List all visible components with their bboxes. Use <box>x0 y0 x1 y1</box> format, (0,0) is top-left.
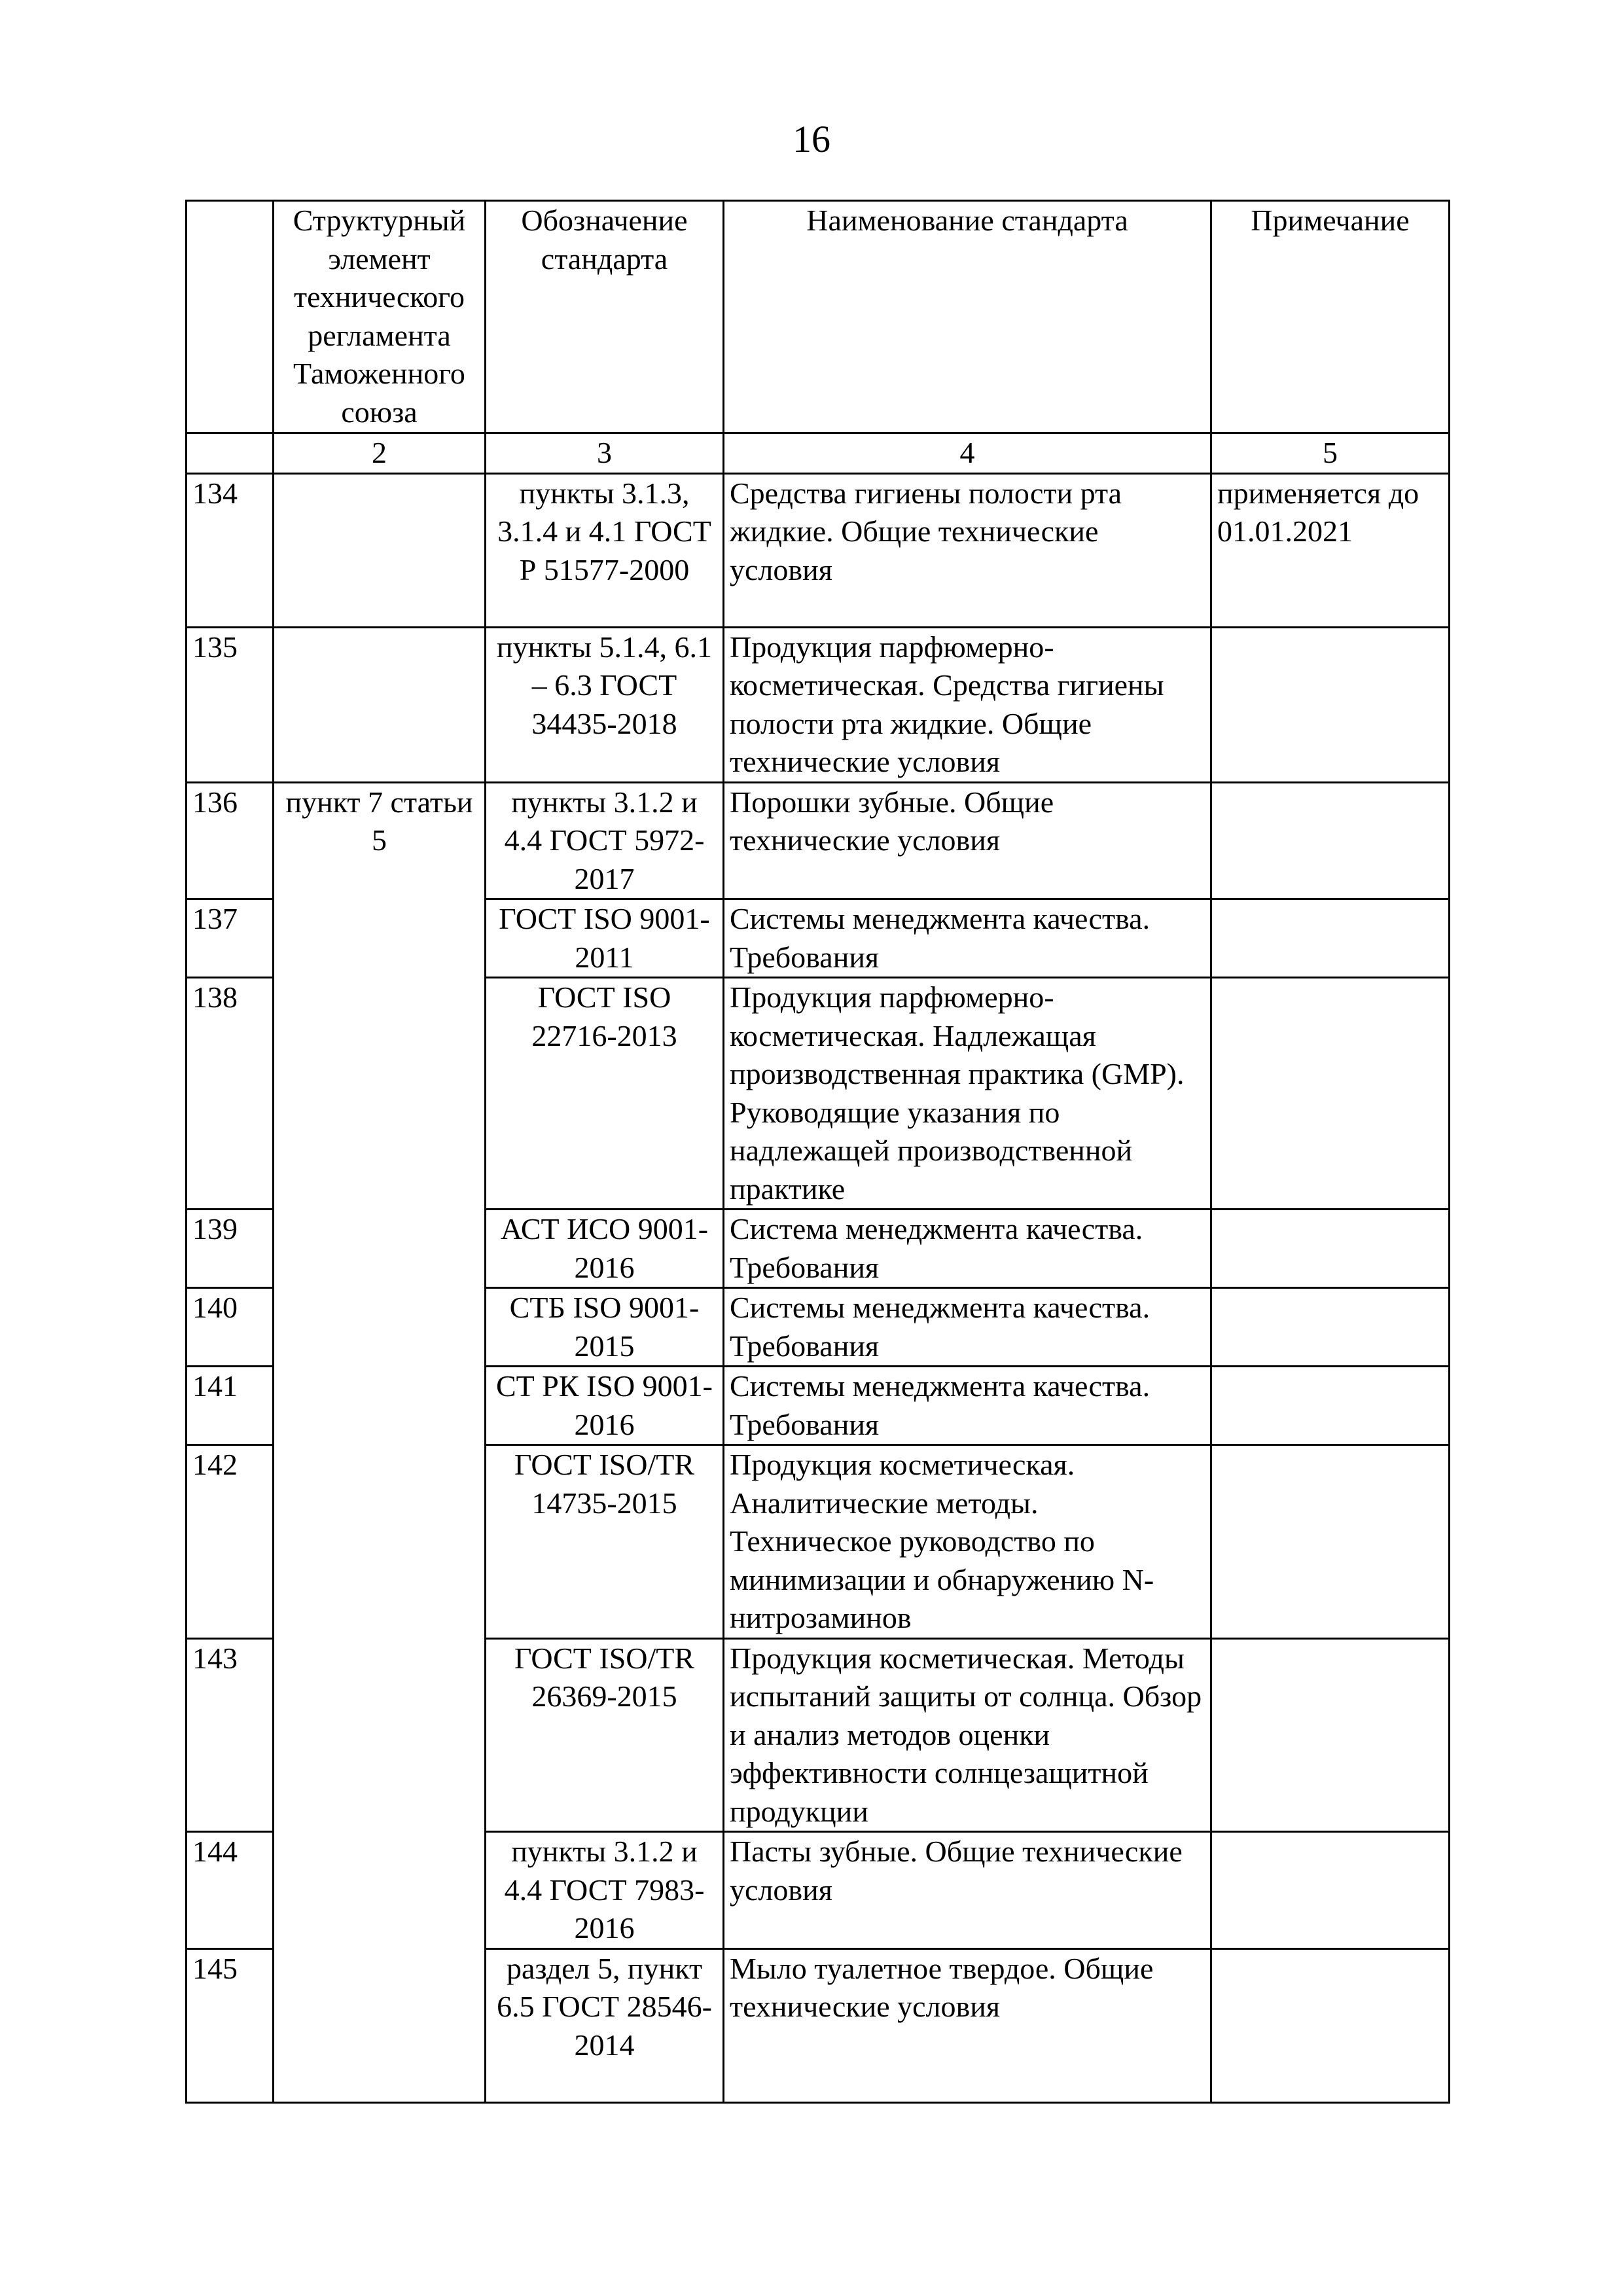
row-number: 141 <box>187 1367 274 1445</box>
designation-cell: ГОСТ ISO/TR 26369-2015 <box>486 1638 724 1832</box>
standard-name-cell: Продукция косметическая. Методы испытаний защиты от солнца. Обзор и анализ методов оценки эффективности солнцезащитной продукции <box>724 1638 1211 1832</box>
note-cell <box>1211 1832 1450 1949</box>
note-cell <box>1211 1638 1450 1832</box>
structural-element-cell <box>274 627 486 782</box>
row-number: 136 <box>187 782 274 899</box>
table-row <box>187 473 1450 627</box>
row-number: 140 <box>187 1288 274 1367</box>
standard-name-cell: Продукция парфюмерно-косметическая. Надлежащая производственная практика (GMP). Руководящие указания по надлежащей производственной практике <box>724 978 1211 1210</box>
note-cell: применяется до 01.01.2021 <box>1211 473 1450 627</box>
column-number: 3 <box>486 433 724 474</box>
note-cell <box>1211 1367 1450 1445</box>
column-number: 4 <box>724 433 1211 474</box>
designation-cell: пункты 3.1.2 и 4.4 ГОСТ 5972-2017 <box>486 782 724 899</box>
table-row <box>187 782 1450 899</box>
designation-cell: ГОСТ ISO 22716-2013 <box>486 978 724 1210</box>
column-number <box>187 433 274 474</box>
designation-cell: АСТ ИСО 9001-2016 <box>486 1210 724 1288</box>
standards-table <box>185 200 1450 2104</box>
row-number: 145 <box>187 1948 274 2102</box>
standard-name-cell: Средства гигиены полости рта жидкие. Общие технические условия <box>724 473 1211 627</box>
structural-element-cell <box>274 473 486 627</box>
header-note: Примечание <box>1211 201 1450 433</box>
standard-name-cell: Системы менеджмента качества. Требования <box>724 1367 1211 1445</box>
table-row <box>187 627 1450 782</box>
note-cell <box>1211 1288 1450 1367</box>
header-row <box>187 201 1450 433</box>
designation-cell: СТ РК ISO 9001-2016 <box>486 1367 724 1445</box>
standard-name-cell: Мыло туалетное твердое. Общие технические условия <box>724 1948 1211 2102</box>
standard-name-cell: Продукция косметическая. Аналитические методы. Техническое руководство по минимизации и обнаружению N-нитрозаминов <box>724 1445 1211 1639</box>
row-number: 137 <box>187 899 274 978</box>
standard-name-cell: Продукция парфюмерно-косметическая. Средства гигиены полости рта жидкие. Общие технические условия <box>724 627 1211 782</box>
header-structural-element: Структурный элемент технического регламента Таможенного союза <box>274 201 486 433</box>
designation-cell: раздел 5, пункт 6.5 ГОСТ 28546-2014 <box>486 1948 724 2102</box>
standard-name-cell: Системы менеджмента качества. Требования <box>724 899 1211 978</box>
designation-cell: ГОСТ ISO/TR 14735-2015 <box>486 1445 724 1639</box>
note-cell <box>1211 1948 1450 2102</box>
note-cell <box>1211 978 1450 1210</box>
column-number: 2 <box>274 433 486 474</box>
structural-element-merged: пункт 7 статьи 5 <box>274 782 486 2102</box>
standard-name-cell: Система менеджмента качества. Требования <box>724 1210 1211 1288</box>
row-number: 143 <box>187 1638 274 1832</box>
designation-cell: пункты 5.1.4, 6.1 – 6.3 ГОСТ 34435-2018 <box>486 627 724 782</box>
note-cell <box>1211 627 1450 782</box>
designation-cell: пункты 3.1.3, 3.1.4 и 4.1 ГОСТ Р 51577-2000 <box>486 473 724 627</box>
note-cell <box>1211 1210 1450 1288</box>
row-number: 144 <box>187 1832 274 1949</box>
header-standard-name: Наименование стандарта <box>724 201 1211 433</box>
row-number: 142 <box>187 1445 274 1639</box>
column-number: 5 <box>1211 433 1450 474</box>
page-number: 16 <box>793 118 830 160</box>
row-number: 138 <box>187 978 274 1210</box>
standard-name-cell: Порошки зубные. Общие технические условия <box>724 782 1211 899</box>
standard-name-cell: Пасты зубные. Общие технические условия <box>724 1832 1211 1949</box>
note-cell <box>1211 1445 1450 1639</box>
designation-cell: СТБ ISO 9001-2015 <box>486 1288 724 1367</box>
row-number: 139 <box>187 1210 274 1288</box>
note-cell <box>1211 782 1450 899</box>
standard-name-cell: Системы менеджмента качества. Требования <box>724 1288 1211 1367</box>
header-col-1 <box>187 201 274 433</box>
row-number: 134 <box>187 473 274 627</box>
note-cell <box>1211 899 1450 978</box>
column-number-row <box>187 433 1450 474</box>
header-designation: Обозначение стандарта <box>486 201 724 433</box>
row-number: 135 <box>187 627 274 782</box>
designation-cell: пункты 3.1.2 и 4.4 ГОСТ 7983-2016 <box>486 1832 724 1949</box>
designation-cell: ГОСТ ISO 9001-2011 <box>486 899 724 978</box>
